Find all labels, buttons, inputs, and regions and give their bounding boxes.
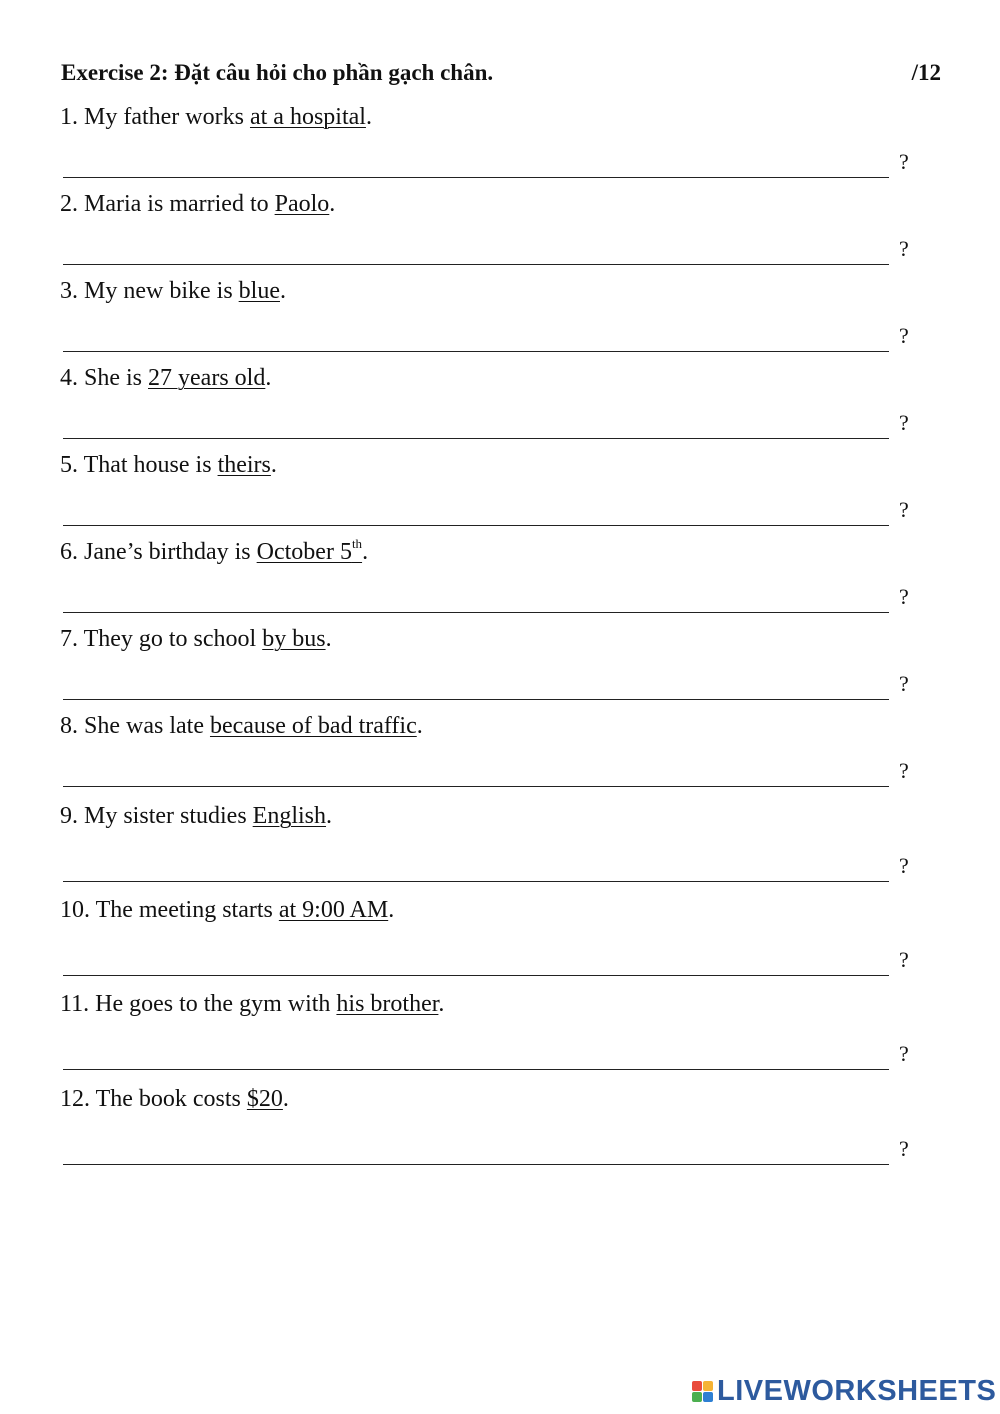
question-number: 11. (60, 991, 90, 1017)
question-mark: ? (899, 671, 909, 696)
question-text: The meeting starts (95, 897, 273, 923)
underlined-part (239, 278, 280, 304)
question-mark: ? (899, 236, 909, 261)
question-text: She was late (84, 713, 204, 739)
answer-input[interactable] (63, 150, 889, 178)
question-number: 5. (60, 452, 78, 478)
underlined-part (218, 452, 271, 478)
question-text: Jane’s birthday is (84, 539, 251, 565)
question-text: My father works (84, 104, 244, 130)
underlined-text: English (252, 803, 327, 829)
answer-input[interactable] (63, 759, 889, 787)
underlined-part (148, 365, 265, 391)
question-prompt (60, 1086, 289, 1113)
question-item (0, 991, 1000, 1081)
exercise-header (61, 60, 941, 94)
question-number: 12. (60, 1086, 90, 1112)
question-text: My sister studies (84, 803, 247, 829)
question-item (0, 452, 1000, 542)
underlined-part (275, 191, 330, 217)
question-prompt (60, 191, 335, 218)
question-prompt (60, 365, 271, 392)
question-punctuation: . (365, 104, 372, 130)
question-prompt (60, 803, 332, 830)
underlined-part (210, 713, 417, 739)
question-punctuation: . (326, 803, 333, 829)
underlined-text: 27 years old (148, 365, 266, 391)
question-number: 1. (60, 104, 78, 130)
underlined-text: October 5 (256, 539, 352, 565)
answer-input[interactable] (63, 854, 889, 882)
answer-input[interactable] (63, 1137, 889, 1165)
question-mark: ? (899, 1136, 909, 1161)
underlined-part (279, 897, 388, 923)
question-prompt (60, 278, 286, 305)
question-mark: ? (899, 149, 909, 174)
underlined-text: at 9:00 AM (278, 897, 389, 923)
underlined-text: blue (238, 278, 280, 304)
underlined-text: because of bad traffic (209, 713, 417, 739)
logo-square (692, 1381, 702, 1391)
question-punctuation: . (438, 991, 445, 1017)
question-text: She is (84, 365, 143, 391)
question-item (0, 897, 1000, 987)
underlined-part (262, 626, 325, 652)
question-mark: ? (899, 497, 909, 522)
liveworksheets-logo (692, 1374, 996, 1408)
question-text: The book costs (95, 1086, 241, 1112)
question-number: 3. (60, 278, 78, 304)
underlined-text: at a hospital (249, 104, 366, 130)
answer-input[interactable] (63, 1042, 889, 1070)
logo-square (692, 1392, 702, 1402)
question-punctuation: . (329, 191, 336, 217)
question-punctuation: . (325, 626, 332, 652)
question-punctuation: . (265, 365, 272, 391)
question-prompt (60, 536, 369, 566)
question-punctuation: . (282, 1086, 289, 1112)
question-item (0, 1086, 1000, 1176)
question-number: 9. (60, 803, 78, 829)
underlined-part (247, 1086, 283, 1112)
answer-input[interactable] (63, 411, 889, 439)
answer-input[interactable] (63, 324, 889, 352)
question-mark: ? (899, 323, 909, 348)
question-number: 7. (60, 626, 78, 652)
underlined-text: theirs (217, 452, 271, 478)
question-prompt (60, 626, 332, 653)
question-mark: ? (899, 410, 909, 435)
answer-input[interactable] (63, 672, 889, 700)
exercise-title: Exercise 2: Đặt câu hỏi cho phần gạch chân. (61, 60, 494, 85)
question-number: 4. (60, 365, 78, 391)
question-text: My new bike is (84, 278, 233, 304)
underlined-part (250, 104, 366, 130)
question-item (0, 104, 1000, 194)
answer-input[interactable] (63, 237, 889, 265)
underlined-part (336, 991, 438, 1017)
logo-text: LIVEWORKSHEETS (717, 1374, 997, 1407)
underlined-text: $20 (246, 1086, 283, 1112)
answer-input[interactable] (63, 498, 889, 526)
question-mark: ? (899, 947, 909, 972)
question-punctuation: . (388, 897, 395, 923)
score-total: /12 (911, 60, 941, 85)
question-punctuation: . (279, 278, 286, 304)
question-number: 6. (60, 539, 78, 565)
question-prompt (60, 104, 372, 131)
question-mark: ? (899, 584, 909, 609)
underlined-part (253, 803, 326, 829)
question-text: They go to school (83, 626, 257, 652)
question-text: Maria is married to (84, 191, 269, 217)
underlined-text: his brother (336, 991, 439, 1017)
question-number: 2. (60, 191, 78, 217)
question-item (0, 536, 1000, 629)
question-prompt (60, 713, 423, 740)
question-number: 10. (60, 897, 90, 923)
underlined-text: Paolo (274, 191, 330, 217)
question-mark: ? (899, 758, 909, 783)
question-prompt (60, 897, 394, 924)
liveworksheets-logo-icon (692, 1381, 713, 1402)
question-item (0, 278, 1000, 368)
answer-input[interactable] (63, 948, 889, 976)
question-mark: ? (899, 853, 909, 878)
question-text: That house is (83, 452, 212, 478)
underlined-part (256, 536, 363, 565)
question-mark: ? (899, 1041, 909, 1066)
question-number: 8. (60, 713, 78, 739)
question-item (0, 191, 1000, 281)
answer-input[interactable] (63, 585, 889, 613)
ordinal-suffix: th (351, 536, 363, 551)
question-punctuation: . (270, 452, 277, 478)
question-punctuation: . (362, 539, 369, 565)
question-item (0, 626, 1000, 716)
logo-square (703, 1392, 713, 1402)
logo-square (703, 1381, 713, 1391)
question-item (0, 365, 1000, 455)
underlined-text: by bus (262, 626, 326, 652)
question-text: He goes to the gym with (95, 991, 331, 1017)
question-punctuation: . (416, 713, 423, 739)
question-item (0, 713, 1000, 803)
question-prompt (60, 991, 444, 1018)
question-item (0, 803, 1000, 893)
question-prompt (60, 452, 277, 479)
